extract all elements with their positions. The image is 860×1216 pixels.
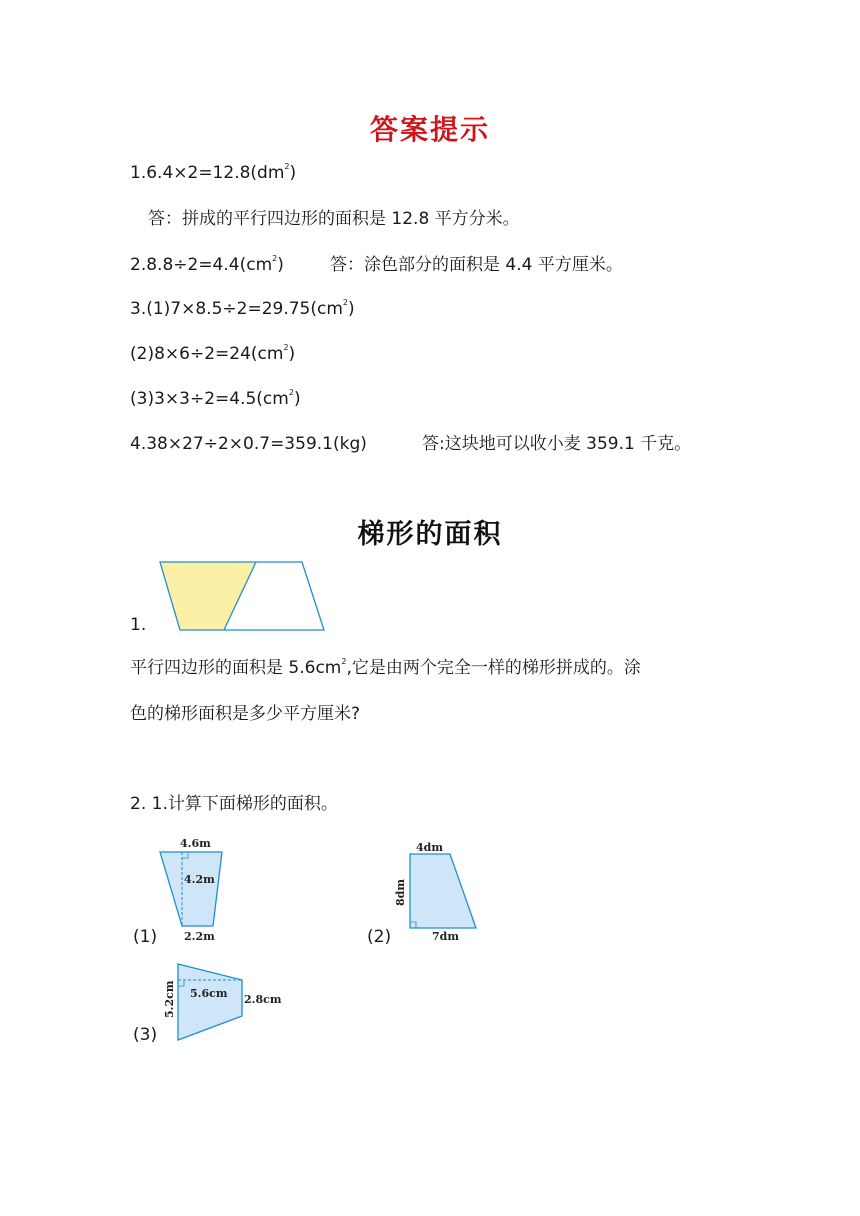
trapezoid-figure-1 <box>150 834 230 946</box>
fig1-top-label: 4.6m <box>180 837 211 850</box>
parallelogram-figure <box>158 560 328 632</box>
answer-2-formula: $2.8.8\div 2=4.4(cm^2)$ <box>130 254 284 275</box>
trapezoid-1-shape <box>160 852 222 926</box>
fig2-number: (2) <box>367 927 392 947</box>
fig2-top-label: 4dm <box>416 841 443 854</box>
fig2-height-label: 8dm <box>394 879 407 906</box>
answer-2-statement: 答：涂色部分的面积是 4.4 平方厘米。 <box>330 255 623 275</box>
fig3-left-label: 5.2cm <box>163 980 176 1018</box>
q1-text-line1: 平行四边形的面积是 $5.6cm^2$,它是由两个完全一样的梯形拼成的。涂 <box>130 657 641 678</box>
answers-title: 答案提示 <box>369 113 490 146</box>
answer-3-1-formula: $3.(1)7\times 8.5\div 2=29.75(cm^2)$ <box>130 298 355 319</box>
shaded-trapezoid <box>160 562 256 630</box>
trapezoid-figure-3 <box>160 960 285 1044</box>
answer-4-formula: 4.38×27÷2×0.7=359.1(kg) <box>130 434 367 454</box>
fig1-bottom-label: 2.2m <box>184 930 215 943</box>
fig1-height-label: 4.2m <box>184 873 215 886</box>
answer-4-statement: 答:这块地可以收小麦 359.1 千克。 <box>422 434 692 454</box>
trapezoid-figure-2 <box>390 838 490 946</box>
answer-1-formula: $1.6.4\times 2=12.8(dm^2)$ <box>130 162 297 183</box>
q2-heading: 2. 1.计算下面梯形的面积。 <box>130 794 338 814</box>
q1-text-line2: 色的梯形面积是多少平方厘米? <box>130 704 361 724</box>
answer-3-2-formula: $(2)8\times 6\div 2=24(cm^2)$ <box>130 343 296 364</box>
section-title: 梯形的面积 <box>357 519 503 550</box>
fig3-number: (3) <box>133 1025 158 1045</box>
trapezoid-3-shape <box>178 964 242 1040</box>
fig3-height-label: 5.6cm <box>190 987 228 1000</box>
q1-number: 1. <box>130 615 147 635</box>
fig2-bottom-label: 7dm <box>432 930 459 943</box>
answer-1-statement: 答：拼成的平行四边形的面积是 12.8 平方分米。 <box>148 209 520 229</box>
fig1-number: (1) <box>133 927 158 947</box>
fig3-right-label: 2.8cm <box>244 993 282 1006</box>
trapezoid-2-shape <box>410 854 476 928</box>
answer-3-3-formula: $(3)3\times 3\div 2=4.5(cm^2)$ <box>130 388 301 409</box>
